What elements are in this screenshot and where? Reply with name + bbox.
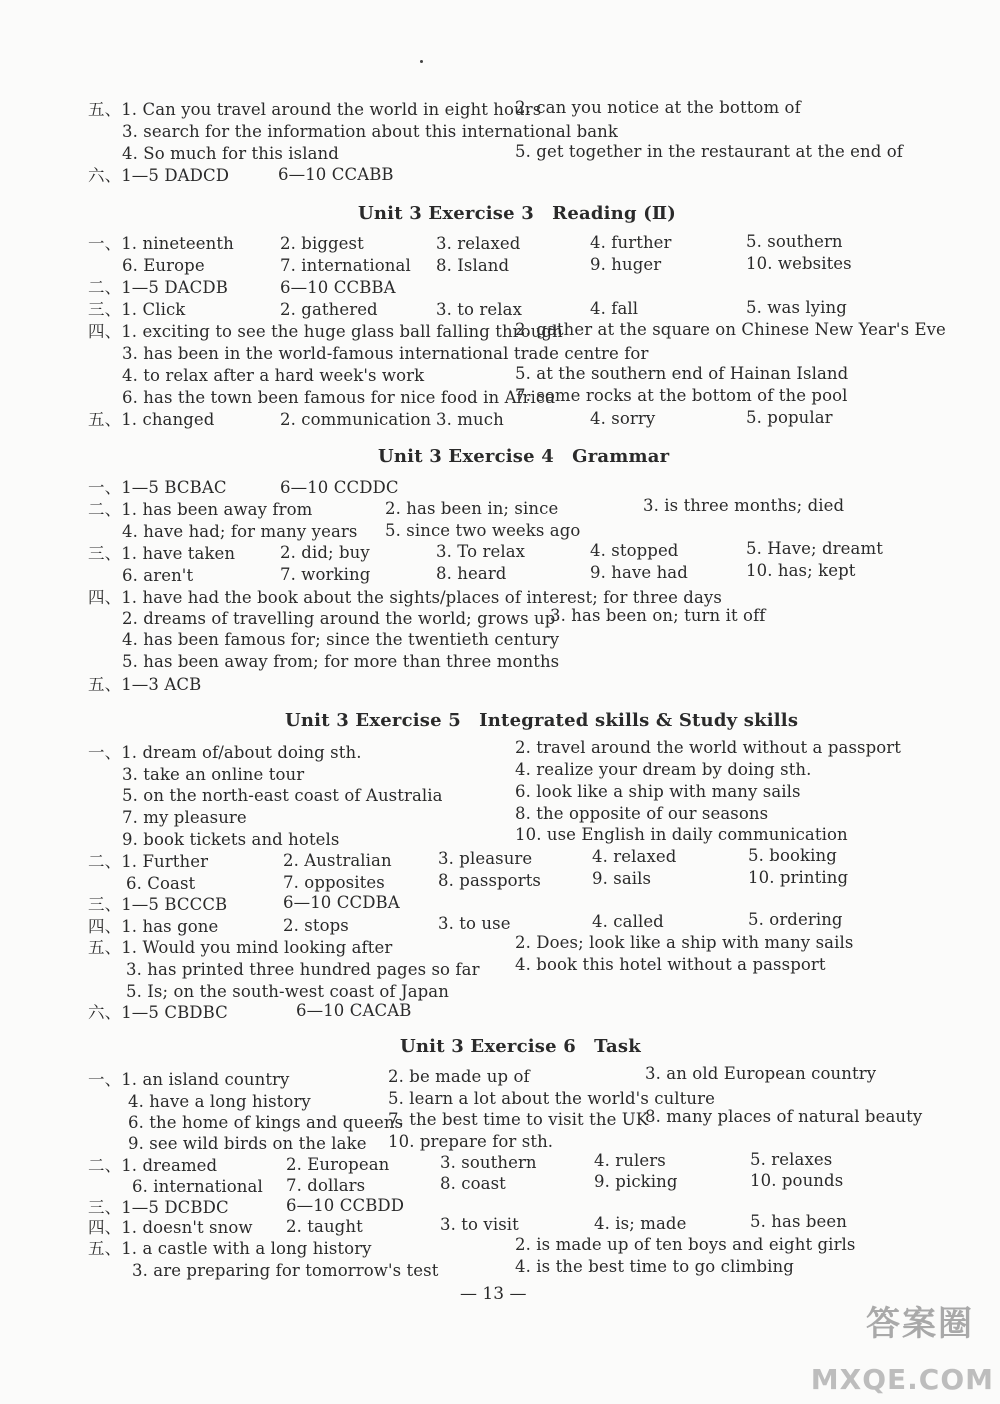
watermark-logo-text: 答案圈 xyxy=(866,1304,974,1344)
answer-line: 2. gather at the square on Chinese New Year's Eve xyxy=(515,320,946,339)
answer-line: 5. has been xyxy=(750,1212,847,1231)
answer-line: 5. booking xyxy=(748,846,837,865)
page-number: — 13 — xyxy=(460,1284,527,1304)
answer-line: 2. gathered xyxy=(280,300,378,319)
answer-line: 2. dreams of travelling around the world; grows up xyxy=(122,609,556,628)
answer-line: 三、1. have taken xyxy=(88,544,236,563)
answer-line: 7. the best time to visit the UK xyxy=(388,1110,649,1129)
answer-line: 2. Australian xyxy=(283,851,392,870)
answer-line: 7. some rocks at the bottom of the pool xyxy=(515,386,848,405)
answer-line: 二、1. has been away from xyxy=(88,500,313,519)
answer-line: 5. at the southern end of Hainan Island xyxy=(515,364,849,383)
answer-line: 3. are preparing for tomorrow's test xyxy=(132,1261,439,1280)
answer-line: 六、1—5 CBDBC xyxy=(88,1003,228,1022)
answer-line: 3. to visit xyxy=(440,1215,519,1234)
watermark xyxy=(794,1296,994,1396)
answer-line: 7. opposites xyxy=(283,873,385,892)
answer-line: 8. many places of natural beauty xyxy=(645,1107,923,1126)
answer-line: 8. the opposite of our seasons xyxy=(515,804,769,823)
answer-line: 4. fall xyxy=(590,299,639,318)
answer-line: 8. Island xyxy=(436,256,510,275)
answer-line: 五、1. a castle with a long history xyxy=(88,1239,372,1258)
answer-line: 2. taught xyxy=(286,1217,363,1236)
answer-line: 2. Does; look like a ship with many sails xyxy=(515,933,854,952)
answer-line: 3. has printed three hundred pages so far xyxy=(126,960,480,979)
answer-line: 6. aren't xyxy=(122,566,194,585)
answer-line: 五、1. changed xyxy=(88,410,215,429)
section-heading: Unit 3 Exercise 4 Grammar xyxy=(378,446,670,467)
answer-line: 6. international xyxy=(132,1177,263,1196)
answer-line: 4. is; made xyxy=(594,1214,687,1233)
answer-line: 4. is the best time to go climbing xyxy=(515,1257,794,1276)
watermark-url: MXQE.COM xyxy=(810,1363,994,1396)
answer-line: 9. see wild birds on the lake xyxy=(128,1134,367,1153)
answer-line: 2. travel around the world without a passport xyxy=(515,738,901,757)
answer-line: 2. did; buy xyxy=(280,543,370,562)
answer-line: 5. was lying xyxy=(746,298,847,317)
answer-line: 4. has been famous for; since the twentieth century xyxy=(122,630,560,649)
answer-line: 6—10 CCBBA xyxy=(280,278,396,297)
answer-line: 4. relaxed xyxy=(592,847,677,866)
answer-line: 6. Coast xyxy=(126,874,196,893)
answer-line: 4. sorry xyxy=(590,409,656,428)
answer-line: 三、1. Click xyxy=(88,300,186,319)
answer-line: 二、1—5 DACDB xyxy=(88,278,228,297)
answer-line: 3. has been on; turn it off xyxy=(550,606,766,625)
answer-line: 5. southern xyxy=(746,232,843,251)
answer-line: 4. have a long history xyxy=(128,1092,311,1111)
answer-line: 8. heard xyxy=(436,564,507,583)
answer-line: 2. biggest xyxy=(280,234,364,253)
answer-line: 五、1. Would you mind looking after xyxy=(88,938,393,957)
answer-line: 4. called xyxy=(592,912,664,931)
answer-line: 4. rulers xyxy=(594,1151,666,1170)
answer-line: 10. pounds xyxy=(750,1171,844,1190)
answer-line: 9. huger xyxy=(590,255,662,274)
answer-line: 5. Is; on the south-west coast of Japan xyxy=(126,982,449,1001)
section-heading: Unit 3 Exercise 3 Reading (Ⅱ) xyxy=(358,203,676,224)
answer-line: 3. an old European country xyxy=(645,1064,877,1083)
answer-line: 三、1—5 BCCCB xyxy=(88,895,228,914)
answer-line: 6. has the town been famous for nice food in Africa xyxy=(122,388,556,407)
answer-line: 3. to relax xyxy=(436,300,522,319)
answer-line: 五、1. Can you travel around the world in eight hours xyxy=(88,100,542,119)
answer-line: 7. working xyxy=(280,565,371,584)
answer-line: 2. has been in; since xyxy=(385,499,559,518)
answer-line: 5. popular xyxy=(746,408,833,427)
answer-line: 4. realize your dream by doing sth. xyxy=(515,760,812,779)
answer-line: 3. search for the information about this international bank xyxy=(122,122,619,141)
answer-line: 3. to use xyxy=(438,914,511,933)
answer-line: 一、1—5 BCBAC xyxy=(88,478,227,497)
answer-line: 六、1—5 DADCD xyxy=(88,166,230,185)
answer-line: 3. southern xyxy=(440,1153,537,1172)
answer-line: 一、1. nineteenth xyxy=(88,234,234,253)
answer-line: 10. use English in daily communication xyxy=(515,825,848,844)
answer-line: 10. prepare for sth. xyxy=(388,1132,554,1151)
answer-line: 5. relaxes xyxy=(750,1150,833,1169)
answer-line: 3. take an online tour xyxy=(122,765,305,784)
answer-line: 2. communication xyxy=(280,410,432,429)
answer-line: 5. Have; dreamt xyxy=(746,539,883,558)
answer-line: 5. has been away from; for more than three months xyxy=(122,652,560,671)
answer-line: 四、1. exciting to see the huge glass ball falling through xyxy=(88,322,563,341)
answer-line: 四、1. have had the book about the sights/places of interest; for three days xyxy=(88,588,722,607)
answer-line: 5. get together in the restaurant at the end of xyxy=(515,142,904,161)
answer-line: 一、1. dream of/about doing sth. xyxy=(88,743,362,762)
answer-line: 一、1. an island country xyxy=(88,1070,290,1089)
answer-line: 3. relaxed xyxy=(436,234,521,253)
section-heading: Unit 3 Exercise 5 Integrated skills & Study skills xyxy=(285,710,799,731)
answer-line: 7. dollars xyxy=(286,1176,366,1195)
answer-line: 8. coast xyxy=(440,1174,506,1193)
answer-line: 2. European xyxy=(286,1155,390,1174)
answer-line: 四、1. has gone xyxy=(88,917,219,936)
answer-line: 9. picking xyxy=(594,1172,678,1191)
answer-line: 6—10 CCABB xyxy=(278,165,394,184)
scan-speck xyxy=(420,60,423,63)
answer-line: 6. look like a ship with many sails xyxy=(515,782,801,801)
answer-line: 4. book this hotel without a passport xyxy=(515,955,826,974)
answer-line: 2. stops xyxy=(283,916,349,935)
answer-line: 2. is made up of ten boys and eight girls xyxy=(515,1235,856,1254)
answer-line: 6. Europe xyxy=(122,256,205,275)
answer-line: 3. much xyxy=(436,410,504,429)
answer-line: 3. pleasure xyxy=(438,849,533,868)
answer-line: 5. ordering xyxy=(748,910,843,929)
answer-line: 三、1—5 DCBDC xyxy=(88,1198,229,1217)
answer-line: 5. learn a lot about the world's culture xyxy=(388,1089,715,1108)
answer-line: 6. the home of kings and queens xyxy=(128,1113,404,1132)
answer-line: 4. have had; for many years xyxy=(122,522,358,541)
answer-line: 7. my pleasure xyxy=(122,808,247,827)
answer-line: 9. book tickets and hotels xyxy=(122,830,340,849)
answer-line: 四、1. doesn't snow xyxy=(88,1218,253,1237)
answer-line: 4. further xyxy=(590,233,672,252)
answer-line: 3. is three months; died xyxy=(643,496,845,515)
answer-line: 2. be made up of xyxy=(388,1067,530,1086)
answer-line: 10. websites xyxy=(746,254,852,273)
answer-line: 10. printing xyxy=(748,868,849,887)
answer-line: 8. passports xyxy=(438,871,542,890)
answer-line: 五、1—3 ACB xyxy=(88,675,202,694)
answer-line: 二、1. dreamed xyxy=(88,1156,218,1175)
answer-line: 5. on the north-east coast of Australia xyxy=(122,786,443,805)
answer-line: 9. sails xyxy=(592,869,652,888)
answer-line: 5. since two weeks ago xyxy=(385,521,581,540)
answer-line: 6—10 CCDDC xyxy=(280,478,399,497)
answer-line: 6—10 CACAB xyxy=(296,1001,412,1020)
section-heading: Unit 3 Exercise 6 Task xyxy=(400,1036,641,1057)
answer-line: 9. have had xyxy=(590,563,688,582)
answer-line: 3. has been in the world-famous international trade centre for xyxy=(122,344,649,363)
answer-line: 4. So much for this island xyxy=(122,144,339,163)
answer-line: 6—10 CCDBA xyxy=(283,893,400,912)
answer-line: 4. to relax after a hard week's work xyxy=(122,366,425,385)
answer-line: 2. can you notice at the bottom of xyxy=(515,98,801,117)
answer-line: 3. To relax xyxy=(436,542,526,561)
answer-line: 10. has; kept xyxy=(746,561,856,580)
answer-line: 6—10 CCBDD xyxy=(286,1196,405,1215)
answer-line: 二、1. Further xyxy=(88,852,209,871)
answer-line: 4. stopped xyxy=(590,541,679,560)
answer-line: 7. international xyxy=(280,256,411,275)
